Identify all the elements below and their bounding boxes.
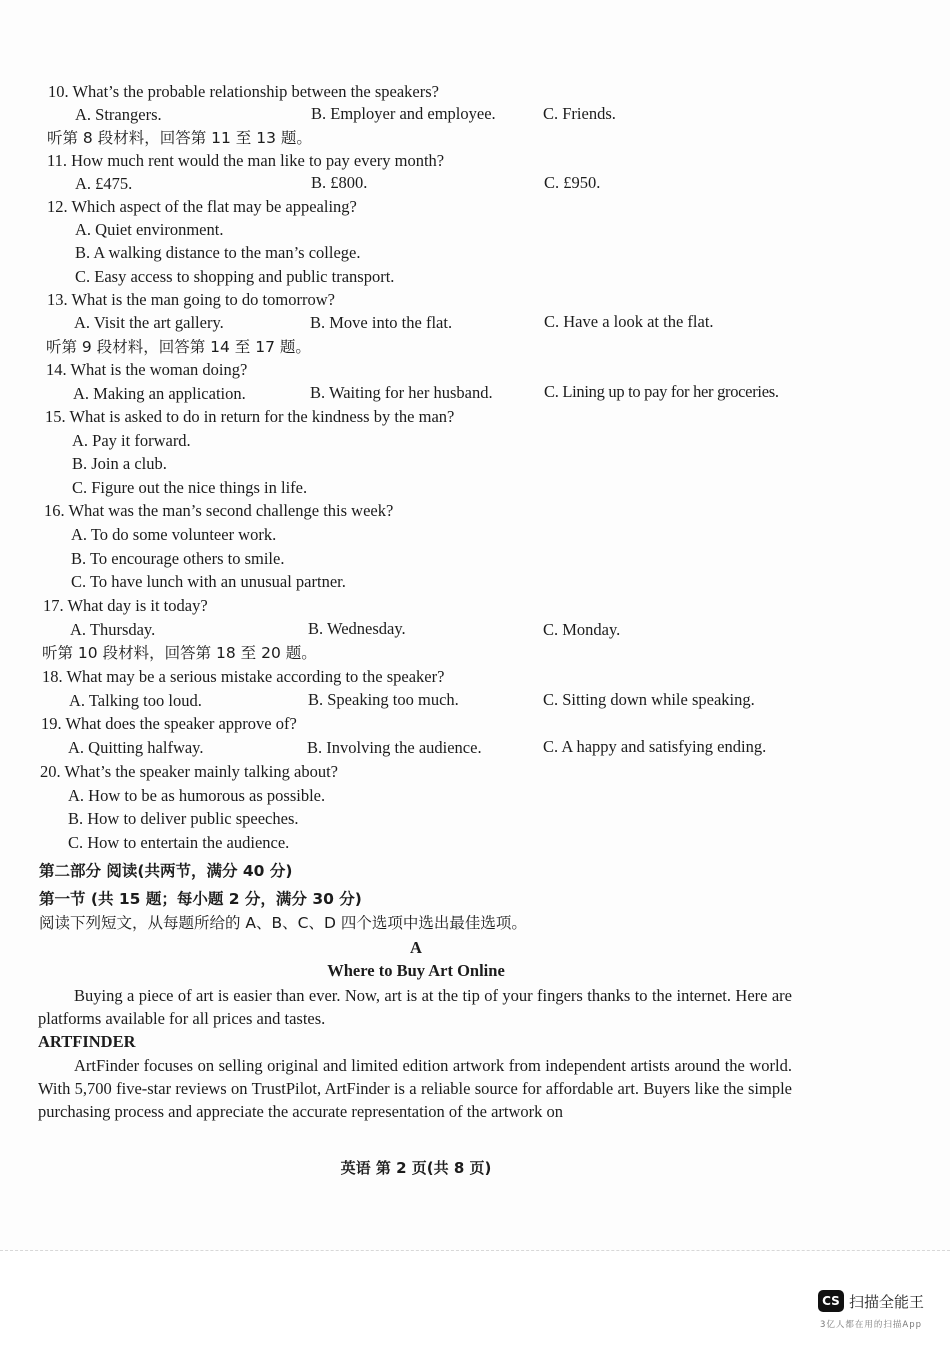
- question-15-option-a: A. Pay it forward.: [72, 431, 191, 450]
- question-13-option-b: B. Move into the flat.: [310, 313, 453, 332]
- question-19-stem: 19. What does the speaker approve of?: [41, 714, 297, 733]
- question-17-option-b: B. Wednesday.: [308, 619, 406, 638]
- question-20-option-c: C. How to entertain the audience.: [68, 833, 290, 852]
- question-14-option-c: C. Lining up to pay for her groceries.: [544, 382, 779, 401]
- question-20-option-a: A. How to be as humorous as possible.: [68, 786, 326, 805]
- question-14-option-b: B. Waiting for her husband.: [310, 383, 493, 402]
- passage-title: Where to Buy Art Online: [327, 961, 505, 980]
- question-20-stem: 20. What’s the speaker mainly talking about?: [40, 762, 338, 781]
- question-12-stem: 12. Which aspect of the flat may be appealing?: [47, 197, 357, 216]
- question-13-option-a: A. Visit the art gallery.: [74, 313, 224, 332]
- question-10-option-b: B. Employer and employee.: [311, 104, 496, 123]
- question-19-option-a: A. Quitting halfway.: [68, 738, 204, 757]
- section-8-instruction: 听第 8 段材料，回答第 11 至 13 题。: [47, 129, 312, 147]
- question-15-option-c: C. Figure out the nice things in life.: [72, 478, 308, 497]
- question-11-option-c: C. £950.: [544, 173, 601, 192]
- question-18-option-a: A. Talking too loud.: [69, 691, 202, 710]
- passage-intro: Buying a piece of art is easier than ever. Now, art is at the tip of your fingers thanks to the internet. Here are platforms available for all prices and tastes.: [38, 986, 792, 1028]
- question-18-option-c: C. Sitting down while speaking.: [543, 690, 755, 709]
- question-19-option-b: B. Involving the audience.: [307, 738, 482, 757]
- question-11-option-b: B. £800.: [311, 173, 368, 192]
- question-14-option-a: A. Making an application.: [73, 384, 246, 403]
- artfinder-heading: ARTFINDER: [38, 1032, 136, 1051]
- question-12-option-a: A. Quiet environment.: [75, 220, 224, 239]
- question-15-option-b: B. Join a club.: [72, 454, 167, 473]
- question-18-stem: 18. What may be a serious mistake according to the speaker?: [42, 667, 445, 686]
- scanner-app-name: 扫描全能王: [849, 1292, 925, 1311]
- question-10-option-c: C. Friends.: [543, 104, 616, 123]
- section-9-instruction: 听第 9 段材料，回答第 14 至 17 题。: [46, 338, 311, 356]
- reading-instruction: 阅读下列短文，从每题所给的 A、B、C、D 四个选项中选出最佳选项。: [39, 914, 527, 932]
- question-11-stem: 11. How much rent would the man like to pay every month?: [47, 151, 445, 170]
- question-15-stem: 15. What is asked to do in return for the kindness by the man?: [45, 407, 455, 426]
- question-17-option-a: A. Thursday.: [70, 620, 156, 639]
- question-12-option-c: C. Easy access to shopping and public transport.: [75, 267, 395, 286]
- section-10-instruction: 听第 10 段材料，回答第 18 至 20 题。: [42, 644, 317, 662]
- section-1-heading: 第一节 (共 15 题；每小题 2 分，满分 30 分): [39, 890, 362, 908]
- question-10-option-a: A. Strangers.: [75, 105, 162, 124]
- question-16-option-b: B. To encourage others to smile.: [71, 549, 285, 568]
- question-13-option-c: C. Have a look at the flat.: [544, 312, 714, 331]
- question-18-option-b: B. Speaking too much.: [308, 690, 459, 709]
- scanner-tagline: 3亿人都在用的扫描App: [820, 1320, 923, 1330]
- cs-badge-icon: CS: [818, 1290, 844, 1312]
- question-16-stem: 16. What was the man’s second challenge this week?: [44, 501, 394, 520]
- scanner-logo: [818, 1290, 924, 1312]
- passage-letter: A: [410, 938, 422, 957]
- part-2-heading: 第二部分 阅读(共两节，满分 40 分): [39, 862, 293, 880]
- question-16-option-c: C. To have lunch with an unusual partner.: [71, 572, 346, 591]
- question-12-option-b: B. A walking distance to the man’s college.: [75, 243, 361, 262]
- question-11-option-a: A. £475.: [75, 174, 133, 193]
- page-footer: 英语 第 2 页(共 8 页): [340, 1159, 492, 1177]
- question-16-option-a: A. To do some volunteer work.: [71, 525, 277, 544]
- question-10-stem: 10. What’s the probable relationship between the speakers?: [48, 82, 439, 101]
- question-19-option-c: C. A happy and satisfying ending.: [543, 737, 767, 756]
- question-14-stem: 14. What is the woman doing?: [46, 360, 248, 379]
- question-13-stem: 13. What is the man going to do tomorrow?: [47, 290, 335, 309]
- artfinder-paragraph: ArtFinder focuses on selling original and limited edition artwork from independent artists around the world. With 5,700 five-star reviews on TrustPilot, ArtFinder is a reliable source for affordable art. Buyers like the simple purchasing process and appreciate the accurate representation of the artwork on: [38, 1056, 792, 1121]
- question-17-stem: 17. What day is it today?: [43, 596, 208, 615]
- question-17-option-c: C. Monday.: [543, 620, 621, 639]
- question-20-option-b: B. How to deliver public speeches.: [68, 809, 299, 828]
